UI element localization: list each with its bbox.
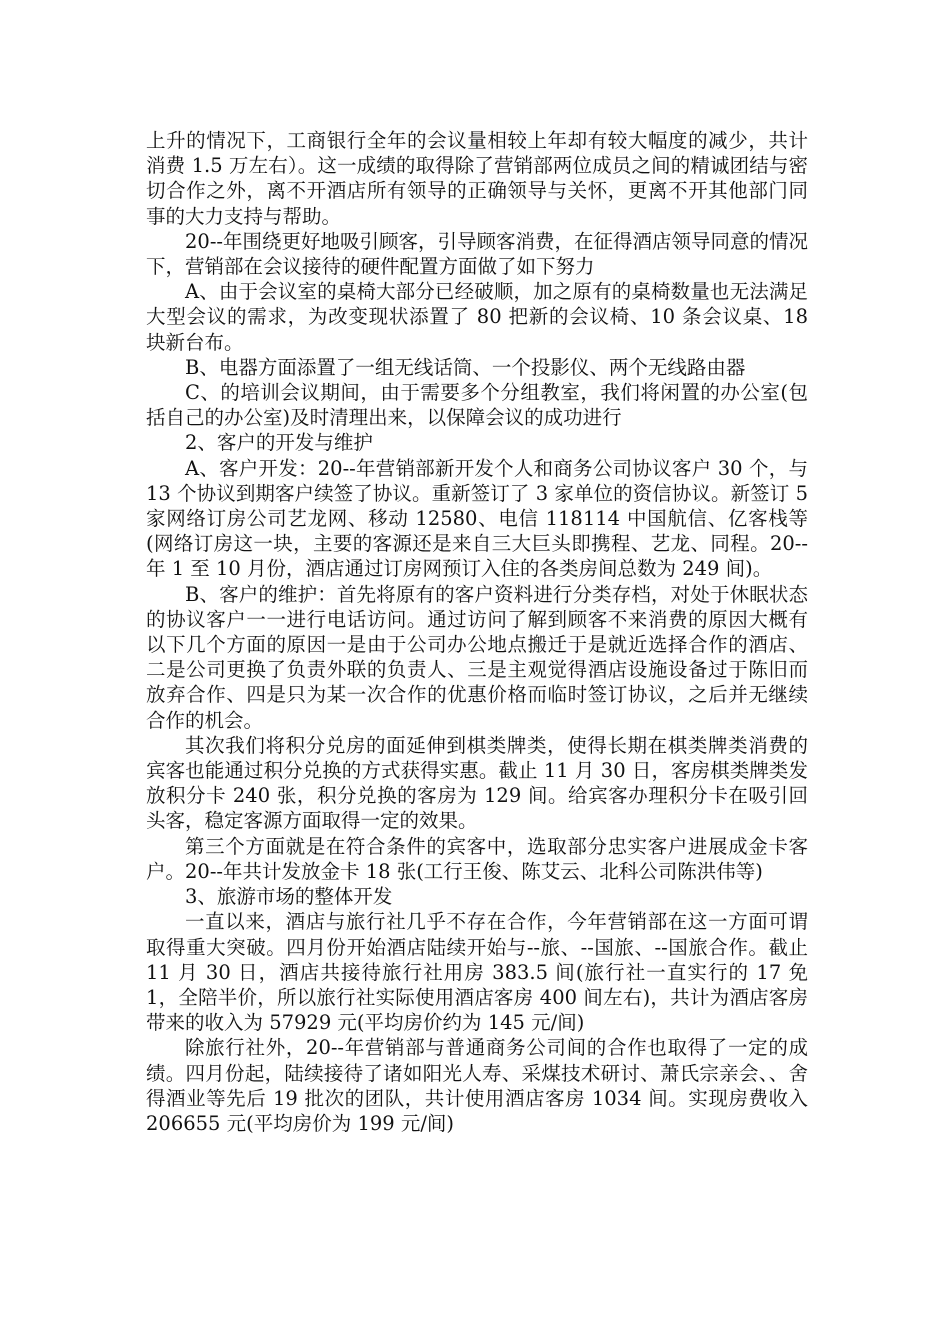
section-heading-2: 2、客户的开发与维护: [185, 431, 373, 455]
section-heading-3: 3、旅游市场的整体开发: [185, 885, 393, 909]
paragraph-10: 一直以来，酒店与旅行社几乎不存在合作，今年营销部在这一方面可谓取得重大突破。四月份开始酒店陆续开始与--旅、--国旅、--国旅合作。截止 11 月 30 日，酒店共接待旅行社用房 383.5 间(旅行社一直实行的 17 免 1，全陪半价，所以旅行社实际使用酒店客房 400 间左右)，共计为酒店客房带来的收入为 57929 元(平均房价约为 145 元/间): [146, 910, 808, 1035]
paragraph-4: B、电器方面添置了一组无线话筒、一个投影仪、两个无线路由器: [185, 355, 746, 379]
paragraph-2: 20--年围绕更好地吸引顾客，引导顾客消费，在征得酒店领导同意的情况下，营销部在会议接待的硬件配置方面做了如下努力: [146, 229, 808, 279]
paragraph-5: C、的培训会议期间，由于需要多个分组教室，我们将闲置的办公室(包括自己的办公室)及时清理出来，以保障会议的成功进行: [146, 381, 808, 430]
document-body: [146, 128, 808, 1136]
paragraph-3: A、由于会议室的桌椅大部分已经破顺，加之原有的桌椅数量也无法满足大型会议的需求，为改变现状添置了 80 把新的会议椅、10 条会议桌、18 块新台布。: [146, 280, 808, 354]
paragraph-11: 除旅行社外，20--年营销部与普通商务公司间的合作也取得了一定的成绩。四月份起，陆续接待了诸如阳光人寿、采煤技术研讨、萧氏宗亲会、、舍得酒业等先后 19 批次的团队，共计使用酒店客房 1034 间。实现房费收入 206655 元(平均房价为 199 元/间): [146, 1036, 808, 1135]
paragraph-6: A、客户开发：20--年营销部新开发个人和商务公司协议客户 30 个，与 13 个协议到期客户续签了协议。重新签订了 3 家单位的资信协议。新签订 5 家网络订房公司艺龙网、移动 12580、电信 118114 中国航信、亿客栈等(网络订房这一块，主要的客源还是来自三大巨头即携程、艺龙、同程。20--年 1 至 10 月份，酒店通过订房网预订入住的各类房间总数为 249 间)。: [146, 456, 808, 581]
paragraph-1: 上升的情况下，工商银行全年的会议量相较上年却有较大幅度的减少，共计消费 1.5 万左右）。这一成绩的取得除了营销部两位成员之间的精诚团结与密切合作之外，离不开酒店所有领导的正确领导与关怀，更离不开其他部门同事的大力支持与帮助。: [146, 129, 808, 228]
paragraph-7: B、客户的维护：首先将原有的客户资料进行分类存档，对处于休眠状态的协议客户一一进行电话访问。通过访问了解到顾客不来消费的原因大概有以下几个方面的原因一是由于公司办公地点搬迁于是就近选择合作的酒店、二是公司更换了负责外联的负责人、三是主观觉得酒店设施设备过于陈旧而放弃合作、四是只为某一次合作的优惠价格而临时签订协议，之后并无继续合作的机会。: [146, 582, 808, 732]
paragraph-9: 第三个方面就是在符合条件的宾客中，选取部分忠实客户进展成金卡客户。20--年共计发放金卡 18 张(工行王俊、陈艾云、北科公司陈洪伟等): [146, 834, 808, 883]
paragraph-8: 其次我们将积分兑房的面延伸到棋类牌类，使得长期在棋类牌类消费的宾客也能通过积分兑换的方式获得实惠。截止 11 月 30 日，客房棋类牌类发放积分卡 240 张，积分兑换的客房为 129 间。给宾客办理积分卡在吸引回头客，稳定客源方面取得一定的效果。: [146, 733, 808, 833]
